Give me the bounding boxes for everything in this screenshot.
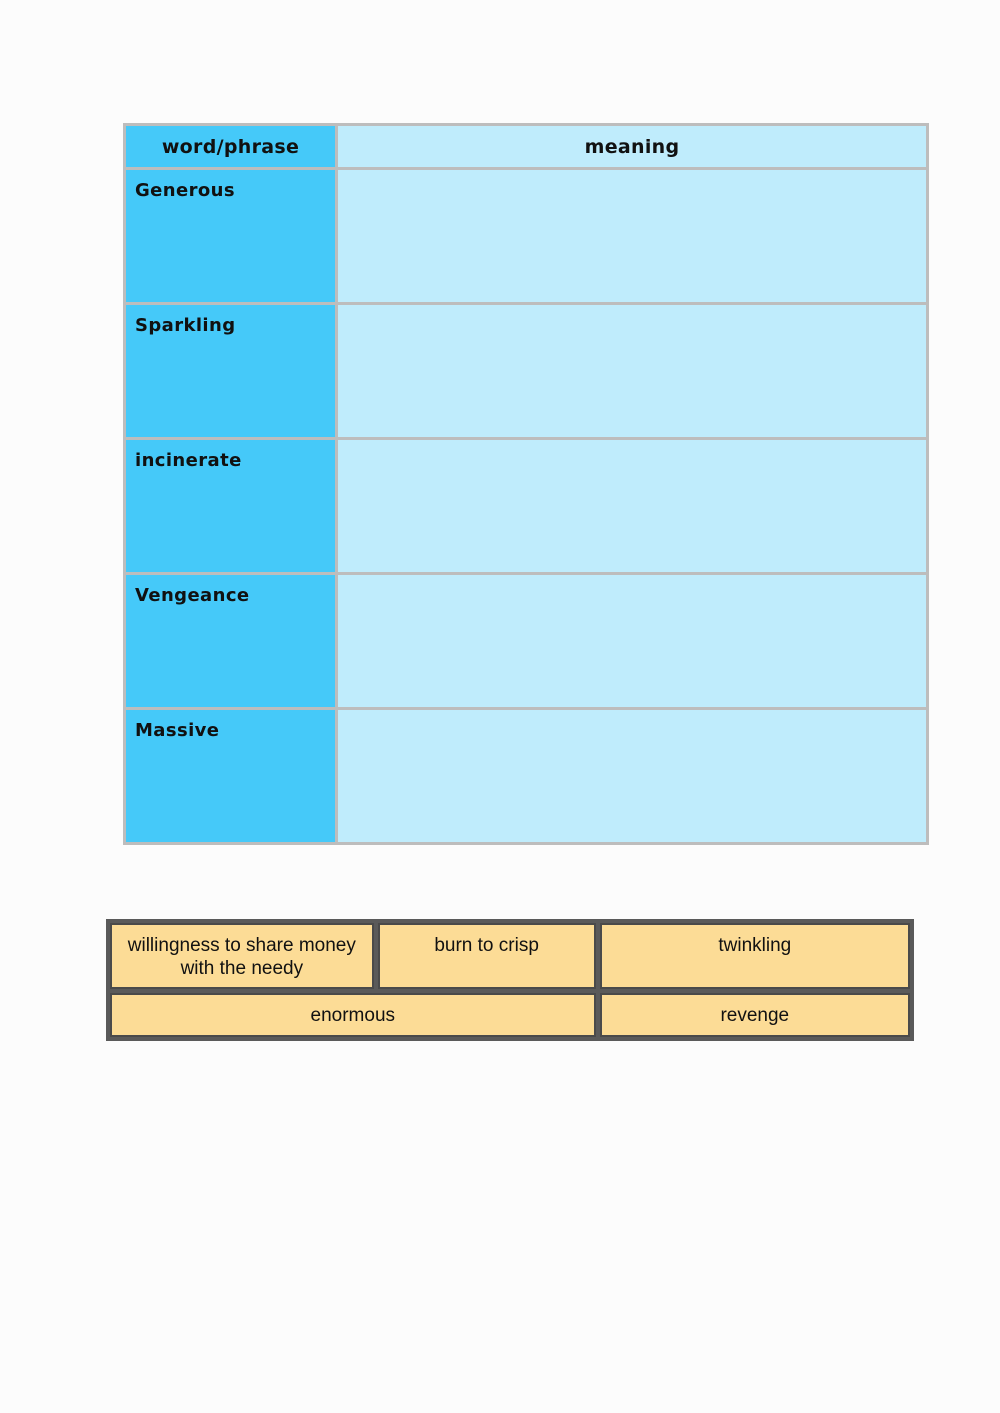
meaning-drop-zone[interactable]: [337, 439, 928, 574]
meaning-drop-zone[interactable]: [337, 574, 928, 709]
answer-card-twinkling[interactable]: twinkling: [600, 923, 910, 989]
word-label: Massive: [135, 720, 220, 741]
vocabulary-table: [123, 123, 929, 845]
word-cell: [125, 169, 337, 304]
word-label: Sparkling: [135, 315, 236, 336]
meaning-drop-zone[interactable]: [337, 709, 928, 844]
table-row: [125, 169, 928, 304]
word-cell: [125, 709, 337, 844]
table-header-row: [125, 125, 928, 169]
answer-bank-row: [110, 923, 910, 989]
word-label: Generous: [135, 180, 235, 201]
header-meaning: meaning: [337, 125, 928, 169]
answer-card-generous-meaning[interactable]: willingness to share money with the needy: [110, 923, 374, 989]
answer-bank: [106, 919, 914, 1041]
table-row: [125, 304, 928, 439]
word-cell: [125, 574, 337, 709]
word-label: incinerate: [135, 450, 242, 471]
word-cell: [125, 439, 337, 574]
answer-card-burn-to-crisp[interactable]: burn to crisp: [378, 923, 596, 989]
answer-card-revenge[interactable]: revenge: [600, 993, 910, 1037]
table-row: [125, 709, 928, 844]
table-row: [125, 439, 928, 574]
meaning-drop-zone[interactable]: [337, 169, 928, 304]
header-word-phrase: word/phrase: [125, 125, 337, 169]
answer-card-enormous[interactable]: enormous: [110, 993, 596, 1037]
word-label: Vengeance: [135, 585, 250, 606]
answer-bank-row: [110, 993, 910, 1037]
table-row: [125, 574, 928, 709]
meaning-drop-zone[interactable]: [337, 304, 928, 439]
word-cell: [125, 304, 337, 439]
